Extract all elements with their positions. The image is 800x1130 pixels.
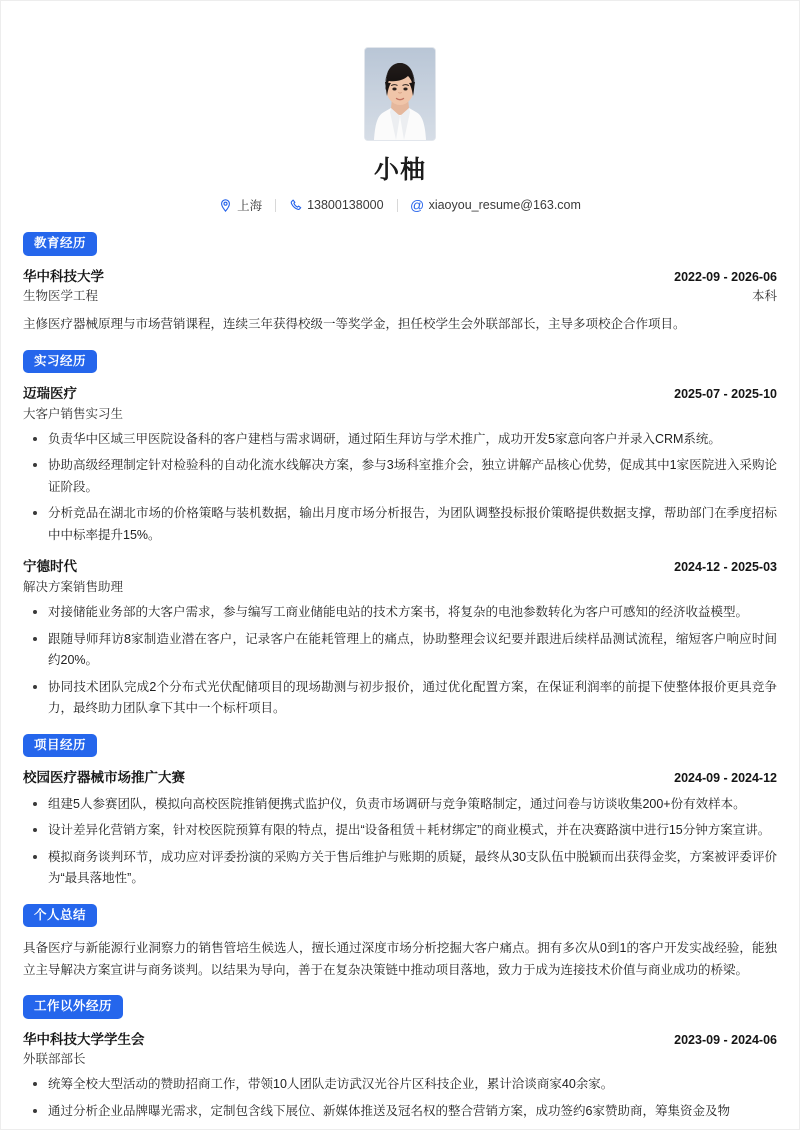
email-at-icon: @ <box>409 197 425 213</box>
resume-sections <box>23 232 777 1122</box>
entry-organization: 校园医疗器械市场推广大赛 <box>23 770 185 786</box>
entry-bullet-list <box>23 429 777 547</box>
location-pin-icon <box>219 199 232 212</box>
entry-bullet-list <box>23 602 777 720</box>
bullet-item: 模拟商务谈判环节，成功应对评委扮演的采购方关于售后维护与账期的质疑，最终从30支队伍中脱颖而出获得金奖，方案被评委评价为“最具落地性”。 <box>23 847 777 890</box>
bullet-item: 统筹全校大型活动的赞助招商工作，带领10人团队走访武汉光谷片区科技企业，累计洽谈商家40余家。 <box>23 1074 777 1096</box>
entry-date-range: 2024-09 - 2024-12 <box>674 771 777 786</box>
bullet-item: 跟随导师拜访8家制造业潜在客户，记录客户在能耗管理上的痛点，协助整理会议纪要并跟进后续样品测试流程，缩短客户响应时间约20%。 <box>23 629 777 672</box>
entry-subheader <box>23 1050 777 1068</box>
bullet-item: 协同技术团队完成2个分布式光伏配储项目的现场勘测与初步报价，通过优化配置方案，在保证利润率的前提下使整体报价更具竞争力，最终助力团队拿下其中一个标杆项目。 <box>23 677 777 720</box>
section-badge: 实习经历 <box>23 350 97 374</box>
resume-section <box>23 232 777 336</box>
entry-role: 大客户销售实习生 <box>23 406 124 421</box>
contact-email <box>398 198 594 212</box>
bullet-item: 协助高级经理制定针对检验科的自动化流水线解决方案，参与3场科室推介会，独立讲解产品核心优势，促成其中1家医院进入采购论证阶段。 <box>23 455 777 498</box>
avatar <box>364 47 436 141</box>
entry-date-range: 2022-09 - 2026-06 <box>674 269 777 284</box>
contact-row <box>23 196 777 214</box>
entry-header <box>23 1030 777 1050</box>
resume-entry <box>23 557 777 719</box>
bullet-item: 设计差异化营销方案，针对校医院预算有限的特点，提出“设备租赁＋耗材绑定”的商业模式，并在决赛路演中进行15分钟方案宣讲。 <box>23 820 777 842</box>
bullet-item: 对接储能业务部的大客户需求，参与编写工商业储能电站的技术方案书，将复杂的电池参数转化为客户可感知的经济收益模型。 <box>23 602 777 624</box>
bullet-item: 通过分析企业品牌曝光需求，定制包含线下展位、新媒体推送及冠名权的整合营销方案，成功签约6家赞助商，筹集资金及物 <box>23 1101 777 1123</box>
entry-header <box>23 768 777 788</box>
entry-subheader <box>23 578 777 596</box>
entry-role: 外联部部长 <box>23 1052 86 1067</box>
entry-subheader <box>23 287 777 305</box>
contact-phone <box>276 198 396 212</box>
resume-header <box>23 33 777 214</box>
entry-role: 解决方案销售助理 <box>23 579 124 594</box>
entry-role: 生物医学工程 <box>23 289 99 304</box>
entry-header <box>23 557 777 577</box>
resume-entry <box>23 267 777 336</box>
entry-date-range: 2025-07 - 2025-10 <box>674 387 777 402</box>
resume-section <box>23 350 777 720</box>
section-badge: 教育经历 <box>23 232 97 256</box>
phone-icon <box>289 199 302 212</box>
section-badge: 工作以外经历 <box>23 995 123 1019</box>
contact-email-text: xiaoyou_resume@163.com <box>428 198 581 212</box>
resume-entry <box>23 1030 777 1123</box>
entry-bullet-list <box>23 794 777 890</box>
page-title: 小柚 <box>373 156 426 184</box>
entry-header <box>23 384 777 404</box>
bullet-item: 分析竞品在湖北市场的价格策略与装机数据，输出月度市场分析报告，为团队调整投标报价策略提供数据支撑，帮助部门在季度招标中中标率提升15%。 <box>23 503 777 546</box>
entry-paragraph: 具备医疗与新能源行业洞察力的销售管培生候选人，擅长通过深度市场分析挖掘大客户痛点。拥有多次从0到1的客户开发实战经验，能独立主导解决方案宣讲与商务谈判。以结果为导向，善于在复杂决策链中推动项目落地，致力于成为连接技术价值与商业成功的桥梁。 <box>23 941 777 977</box>
resume-section <box>23 995 777 1122</box>
contact-location <box>206 196 275 214</box>
entry-subheader <box>23 405 777 423</box>
entry-organization: 华中科技大学学生会 <box>23 1031 145 1047</box>
entry-date-range: 2024-12 - 2025-03 <box>674 560 777 575</box>
resume-section <box>23 734 777 890</box>
bullet-item: 负责华中区域三甲医院设备科的客户建档与需求调研，通过陌生拜访与学术推广，成功开发5家意向客户并录入CRM系统。 <box>23 429 777 451</box>
entry-degree: 本科 <box>751 289 777 304</box>
bullet-item: 组建5人参赛团队，模拟向高校医院推销便携式监护仪，负责市场调研与竞争策略制定，通过问卷与访谈收集200+份有效样本。 <box>23 794 777 816</box>
resume-entry <box>23 938 777 981</box>
entry-date-range: 2023-09 - 2024-06 <box>674 1032 777 1047</box>
entry-header <box>23 267 777 287</box>
entry-organization: 迈瑞医疗 <box>23 386 77 402</box>
contact-location-text: 上海 <box>237 199 263 213</box>
entry-organization: 宁德时代 <box>23 559 77 575</box>
entry-organization: 华中科技大学 <box>23 268 104 284</box>
section-badge: 个人总结 <box>23 904 97 928</box>
entry-bullet-list <box>23 1074 777 1122</box>
contact-phone-text: 13800138000 <box>307 198 384 212</box>
entry-paragraph: 主修医疗器械原理与市场营销课程，连续三年获得校级一等奖学金，担任校学生会外联部部长，主导多项校企合作项目。 <box>23 317 686 332</box>
section-badge: 项目经历 <box>23 734 97 758</box>
resume-entry <box>23 384 777 546</box>
resume-entry <box>23 768 777 890</box>
resume-section <box>23 904 777 982</box>
